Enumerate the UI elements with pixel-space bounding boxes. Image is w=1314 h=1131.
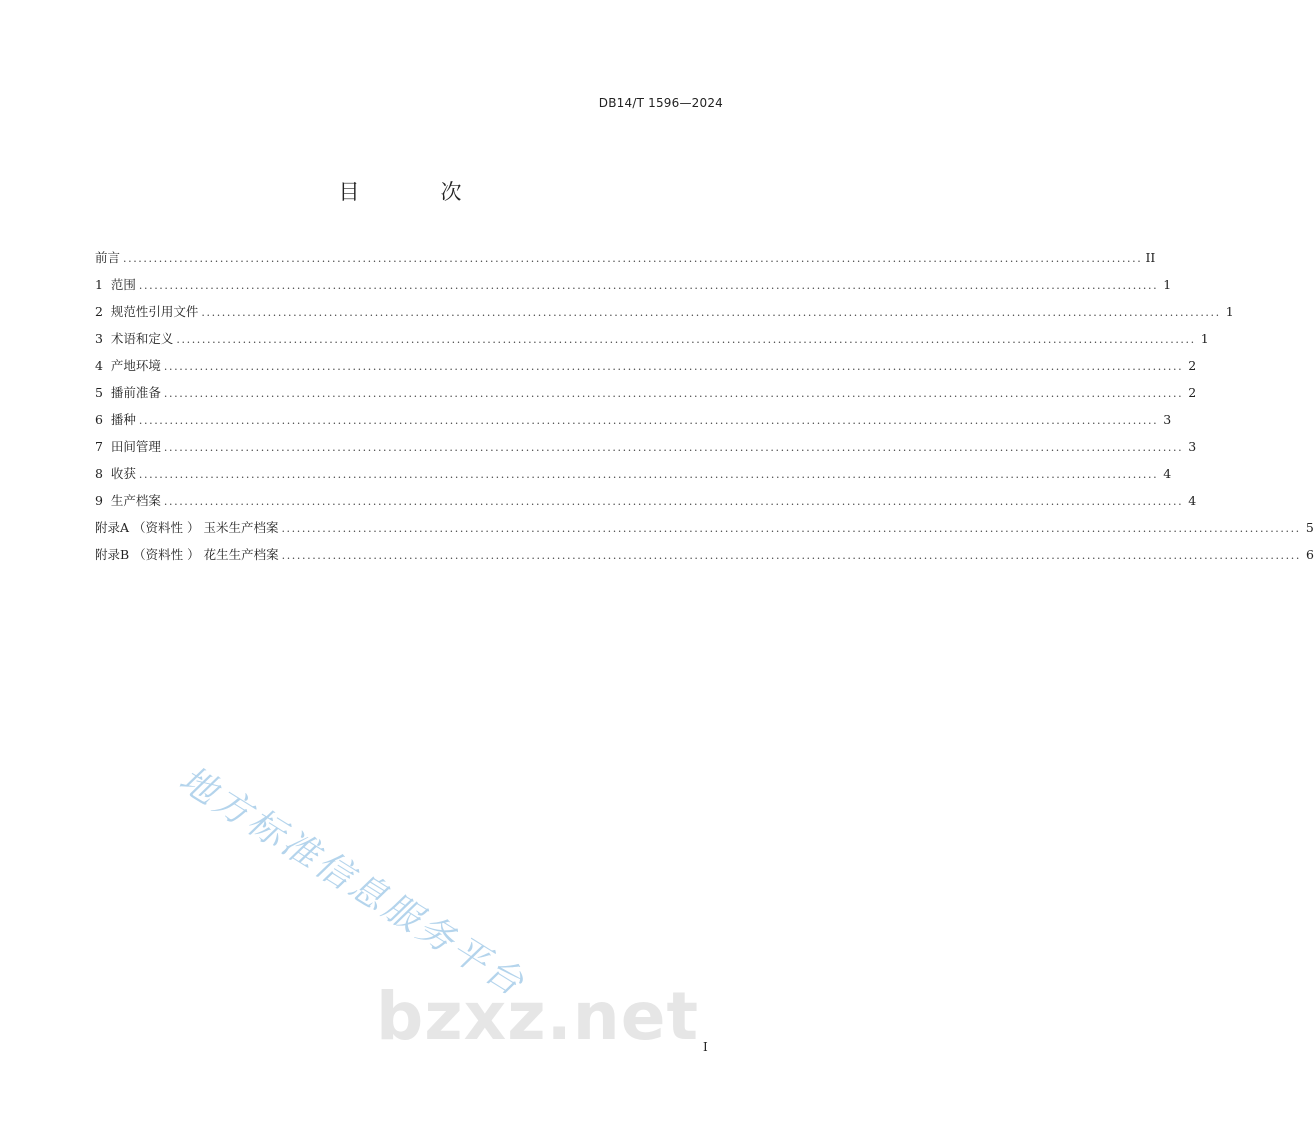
toc-leader-dots: ........................................................................................................................................................................................................ bbox=[201, 306, 1221, 319]
toc-entry-page: 1 bbox=[1163, 277, 1172, 292]
toc-leader-dots: ........................................................................................................................................................................................................ bbox=[138, 414, 1159, 427]
toc-entry-harvest[interactable] bbox=[95, 464, 1172, 491]
toc-leader-dots: ........................................................................................................................................................................................................ bbox=[281, 522, 1301, 535]
toc-entry-production-environment[interactable] bbox=[95, 356, 1197, 383]
toc-entry-label: 附录A （资料性 ） 玉米生产档案 bbox=[95, 520, 279, 535]
toc-entry-label: 2 规范性引用文件 bbox=[95, 304, 199, 319]
table-of-contents bbox=[95, 248, 1314, 572]
toc-entry-field-management[interactable] bbox=[95, 437, 1197, 464]
toc-entry-label: 4 产地环境 bbox=[95, 358, 161, 373]
toc-leader-dots: ........................................................................................................................................................................................................ bbox=[163, 360, 1184, 373]
toc-leader-dots: ........................................................................................................................................................................................................ bbox=[163, 495, 1184, 508]
document-code: DB14/T 1596—2024 bbox=[598, 96, 723, 110]
toc-leader-dots: ........................................................................................................................................................................................................ bbox=[138, 279, 1159, 292]
toc-leader-dots: ........................................................................................................................................................................................................ bbox=[176, 333, 1196, 346]
page-number: I bbox=[703, 1040, 708, 1054]
toc-entry-label: 1 范围 bbox=[95, 277, 136, 292]
toc-entry-appendix-b[interactable] bbox=[95, 545, 1314, 572]
toc-entry-label: 5 播前准备 bbox=[95, 385, 161, 400]
toc-entry-page: 3 bbox=[1163, 412, 1172, 427]
toc-entry-page: 4 bbox=[1163, 466, 1172, 481]
toc-entry-terms-definitions[interactable] bbox=[95, 329, 1209, 356]
watermark-site-logo: bzxz.net bbox=[376, 978, 700, 1055]
toc-entry-appendix-a[interactable] bbox=[95, 518, 1314, 545]
toc-title: 目 次 bbox=[338, 180, 492, 204]
toc-entry-sowing[interactable] bbox=[95, 410, 1172, 437]
toc-leader-dots: ........................................................................................................................................................................................................ bbox=[163, 387, 1184, 400]
toc-leader-dots: ........................................................................................................................................................................................................ bbox=[163, 441, 1184, 454]
toc-entry-page: 2 bbox=[1188, 385, 1197, 400]
toc-entry-page: 6 bbox=[1305, 547, 1314, 562]
toc-entry-label: 前言 bbox=[95, 250, 121, 265]
toc-entry-page: 2 bbox=[1188, 358, 1197, 373]
toc-entry-label: 7 田间管理 bbox=[95, 439, 161, 454]
toc-leader-dots: ........................................................................................................................................................................................................ bbox=[281, 549, 1301, 562]
toc-entry-pre-sowing[interactable] bbox=[95, 383, 1197, 410]
toc-entry-label: 8 收获 bbox=[95, 466, 136, 481]
toc-entry-scope[interactable] bbox=[95, 275, 1172, 302]
watermark-platform-name: 地方标准信息服务平台 bbox=[172, 758, 533, 1006]
toc-entry-label: 附录B （资料性 ） 花生生产档案 bbox=[95, 547, 279, 562]
toc-entry-page: II bbox=[1145, 250, 1156, 265]
toc-leader-dots: ........................................................................................................................................................................................................ bbox=[138, 468, 1159, 481]
toc-entry-label: 6 播种 bbox=[95, 412, 136, 427]
toc-entry-normative-references[interactable] bbox=[95, 302, 1234, 329]
toc-entry-production-records[interactable] bbox=[95, 491, 1197, 518]
toc-leader-dots: ........................................................................................................................................................................................................ bbox=[123, 252, 1143, 265]
toc-entry-page: 1 bbox=[1225, 304, 1234, 319]
toc-entry-page: 5 bbox=[1305, 520, 1314, 535]
toc-entry-page: 4 bbox=[1188, 493, 1197, 508]
toc-entry-label: 3 术语和定义 bbox=[95, 331, 174, 346]
toc-entry-page: 3 bbox=[1188, 439, 1197, 454]
toc-entry-label: 9 生产档案 bbox=[95, 493, 161, 508]
toc-entry-foreword[interactable] bbox=[95, 248, 1156, 275]
toc-entry-page: 1 bbox=[1200, 331, 1209, 346]
